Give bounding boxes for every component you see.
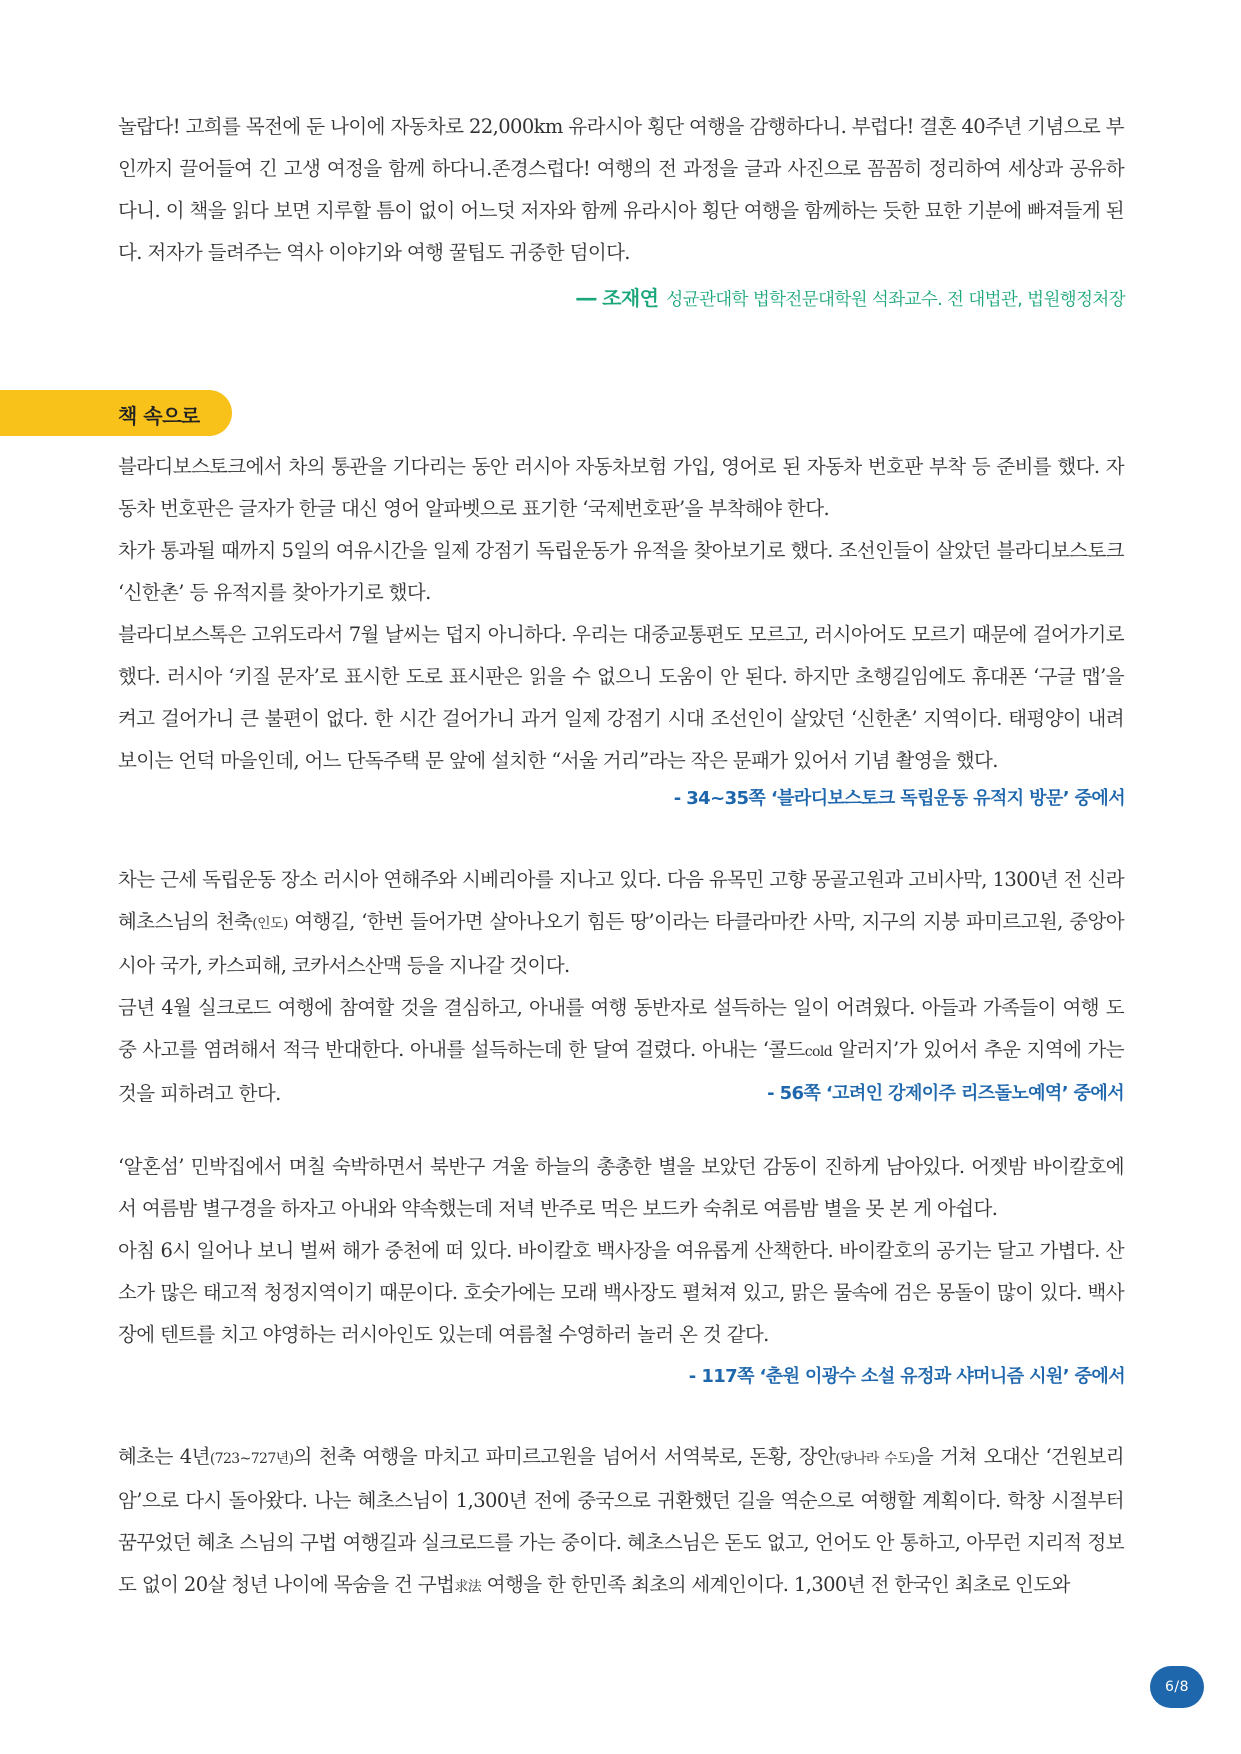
excerpt-2-text-b: 여행길, ‘한번 들어가면 살아나오기 힘든 땅’이라는 타클라마칸 사막, 지구의 지붕 파미르고원, 중앙아시아 국가, 카스피해, 코카서스산맥 등을 지나갈 것이다. [118, 910, 1125, 977]
excerpt-4-note-capital: (당나라 수도) [835, 1451, 915, 1467]
excerpt-2-paragraph-1 [118, 859, 1124, 987]
excerpt-2-paragraph-2 [118, 987, 1124, 1115]
section-label-bar [0, 390, 232, 436]
review-attribution [576, 282, 1125, 311]
excerpt-1 [118, 446, 1124, 782]
review-author-role: 성균관대학 법학전문대학원 석좌교수. 전 대법관, 법원행정처장 [666, 290, 1125, 310]
excerpt-2-note-cold: cold [804, 1044, 833, 1060]
excerpt-4-text-c: 을 거쳐 오대산 ‘건원보리암’으로 다시 돌아왔다. 나는 혜초스님이 1,300년 전에 중국으로 귀환했던 길을 역순으로 여행할 계획이다. 학창 시절부터 꿈꾸었던 혜초 스님의 구법 여행길과 실크로드를 가는 중이다. 혜초스님은 돈도 없고, 언어도 안 통하고, 아무런 지리적 정보도 없이 20살 청년 나이에 목숨을 건 구법 [118, 1445, 1124, 1596]
excerpt-4-text-b: 의 천축 여행을 마치고 파미르고원을 넘어서 서역북로, 돈황, 장안 [293, 1445, 836, 1468]
excerpt-4 [118, 1436, 1124, 1608]
excerpt-4-text-a: 혜초는 4년 [118, 1445, 210, 1468]
section-label: 책 속으로 [118, 404, 200, 428]
excerpt-3 [118, 1146, 1124, 1356]
excerpt-1-paragraph-2: 차가 통과될 때까지 5일의 여유시간을 일제 강점기 독립운동가 유적을 찾아보기로 했다. 조선인들이 살았던 블라디보스토크 ‘신한촌’ 등 유적지를 찾아가기로 했다. [118, 539, 1124, 604]
review-paragraph [118, 106, 1124, 274]
excerpt-4-note-hanja: 求法 [454, 1579, 482, 1595]
excerpt-1-paragraph-1: 블라디보스토크에서 차의 통관을 기다리는 동안 러시아 자동차보험 가입, 영어로 된 자동차 번호판 부착 등 준비를 했다. 자동차 번호판은 글자가 한글 대신 영어 알파벳으로 표기한 ‘국제번호판’을 부착해야 한다. [118, 455, 1124, 520]
excerpt-2-text-c: 금년 4월 실크로드 여행에 참여할 것을 결심하고, 아내를 여행 동반자로 설득하는 일이 어려웠다. 아들과 가족들이 여행 도중 사고를 염려해서 적극 반대한다. 아내를 설득하는데 한 달여 걸렸다. 아내는 ‘콜드 [118, 996, 1124, 1061]
excerpt-1-source: - 34~35쪽 ‘블라디보스토크 독립운동 유적지 방문’ 중에서 [673, 788, 1125, 809]
excerpt-3-paragraph-1: ‘알혼섬’ 민박집에서 며칠 숙박하면서 북반구 겨울 하늘의 총총한 별을 보았던 감동이 진하게 남아있다. 어젯밤 바이칼호에서 여름밤 별구경을 하자고 아내와 약속했는데 저녁 반주로 먹은 보드카 숙취로 여름밤 별을 못 본 게 아쉽다. [118, 1155, 1124, 1220]
page-number-badge: 6/8 [1150, 1666, 1204, 1708]
review-text: 놀랍다! 고희를 목전에 둔 나이에 자동차로 22,000km 유라시아 횡단 여행을 감행하다니. 부럽다! 결혼 40주년 기념으로 부인까지 끌어들여 긴 고생 여정을 함께 하다니.존경스럽다! 여행의 전 과정을 글과 사진으로 꼼꼼히 정리하여 세상과 공유하다니. 이 책을 읽다 보면 지루할 틈이 없이 어느덧 저자와 함께 유라시아 횡단 여행을 함께하는 듯한 묘한 기분에 빠져들게 된다. 저자가 들려주는 역사 이야기와 여행 꿀팁도 귀중한 덤이다. [118, 115, 1124, 264]
excerpt-4-note-years: (723~727년) [209, 1451, 294, 1467]
excerpt-3-paragraph-2: 아침 6시 일어나 보니 벌써 해가 중천에 떠 있다. 바이칼호 백사장을 여유롭게 산책한다. 바이칼호의 공기는 달고 가볍다. 산소가 많은 태고적 청정지역이기 때문이다. 호숫가에는 모래 백사장도 펼쳐져 있고, 맑은 물속에 검은 몽돌이 많이 있다. 백사장에 텐트를 치고 야영하는 러시아인도 있는데 여름철 수영하러 놀러 온 것 같다. [118, 1239, 1124, 1346]
review-author: ― 조재연 [576, 286, 659, 310]
excerpt-2-source: - 56쪽 ‘고려인 강제이주 리즈돌노예역’ 중에서 [767, 1083, 1124, 1104]
excerpt-3-source: - 117쪽 ‘춘원 이광수 소설 유정과 샤머니즘 시원’ 중에서 [688, 1366, 1125, 1387]
excerpt-2-text-d: 알러지’가 있어서 추운 지역에 가는 것을 피하려고 한다. [118, 1038, 1124, 1105]
excerpt-1-paragraph-3: 블라디보스톡은 고위도라서 7월 날씨는 덥지 아니하다. 우리는 대중교통편도 모르고, 러시아어도 모르기 때문에 걸어가기로 했다. 러시아 ‘키질 문자’로 표시한 도로 표시판은 읽을 수 없으니 도움이 안 된다. 하지만 초행길임에도 휴대폰 ‘구글 맵’을 켜고 걸어가니 큰 불편이 없다. 한 시간 걸어가니 과거 일제 강점기 시대 조선인이 살았던 ‘신한촌’ 지역이다. 태평양이 내려 보이는 언덕 마을인데, 어느 단독주택 문 앞에 설치한 “서울 거리”라는 작은 문패가 있어서 기념 촬영을 했다. [118, 623, 1124, 772]
excerpt-2-text-a: 차는 근세 독립운동 장소 러시아 연해주와 시베리아를 지나고 있다. 다음 유목민 고향 몽골고원과 고비사막, 1300년 전 신라 혜초스님의 천축 [118, 868, 1124, 933]
excerpt-2-note-india: (인도) [252, 916, 288, 932]
excerpt-4-text-d: 여행을 한 한민족 최초의 세계인이다. 1,300년 전 한국인 최초로 인도와 [481, 1573, 1070, 1596]
excerpt-2 [118, 859, 1124, 1115]
excerpt-4-paragraph [118, 1436, 1124, 1608]
